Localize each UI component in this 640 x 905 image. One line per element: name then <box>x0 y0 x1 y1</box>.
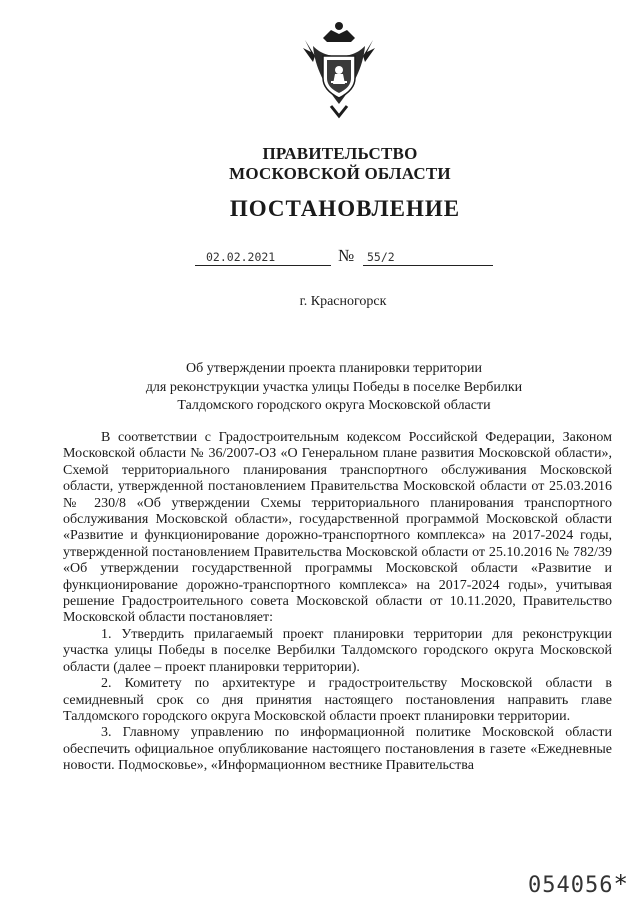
org-name-line1: ПРАВИТЕЛЬСТВО <box>262 144 418 163</box>
number-sign: № <box>338 246 355 265</box>
subject-line: Об утверждении проекта планировки территории <box>186 361 482 376</box>
serial-star: * <box>613 870 629 898</box>
document-number: 55/2 <box>367 250 395 264</box>
document-title: ПОСТАНОВЛЕНИЕ <box>229 196 461 221</box>
document-subject <box>0 360 640 416</box>
subject-line: Талдомского городского округа Московской области <box>177 398 491 413</box>
city: г. Красногорск <box>299 294 387 309</box>
document-body <box>63 430 612 775</box>
preamble-paragraph: В соответствии с Градостроительным кодексом Российской Федерации, Законом Московской области № 36/2007-ОЗ «О Генеральном плане развития Московской области», Схемой территориального планирования транспортного обслуживания Московской области, утвержденной постановлением Правительства Московской области от 25.03.2016 № 230/8 «Об утверждении Схемы территориального планирования транспортного обслуживания Московской области», государственной программой Московской области «Развитие и функционирование дорожно-транспортного комплекса» на 2017-2024 годы, утвержденной постановлением Правительства Московской области от 25.10.2016 № 782/39 «Об утверждении государственной программы Московской области «Развитие и функционирование дорожно-транспортного комплекса» на 2017-2024 годы», учитывая решение Градостроительного совета Московской области от 10.11.2020, Правительство Московской области постановляет: <box>63 430 612 626</box>
document-date: 02.02.2021 <box>206 250 276 264</box>
clause-1: 1. Утвердить прилагаемый проект планировки территории для реконструкции участка улицы Победы в поселке Вербилки Талдомского городского округа Московской области (далее – проект планировки территории). <box>63 626 612 675</box>
clause-2: 2. Комитету по архитектуре и градостроительству Московской области в семидневный срок со дня принятия настоящего постановления направить главе Талдомского городского округа Московской области проект планировки территории. <box>63 676 612 724</box>
org-name-line2: МОСКОВСКОЙ ОБЛАСТИ <box>229 164 451 183</box>
coat-of-arms-emblem <box>301 16 377 120</box>
number-underline <box>363 264 493 266</box>
serial-number <box>528 870 629 898</box>
subject-line: для реконструкции участка улицы Победы в поселке Вербилки <box>145 379 523 395</box>
clause-3: 3. Главному управлению по информационной политике Московской области обеспечить официальное опубликование настоящего постановления в газете «Ежедневные новости. Подмосковье», «Информационном вестнике Правительства <box>63 725 612 774</box>
date-underline <box>195 264 331 266</box>
serial-digits: 054056 <box>528 873 614 898</box>
